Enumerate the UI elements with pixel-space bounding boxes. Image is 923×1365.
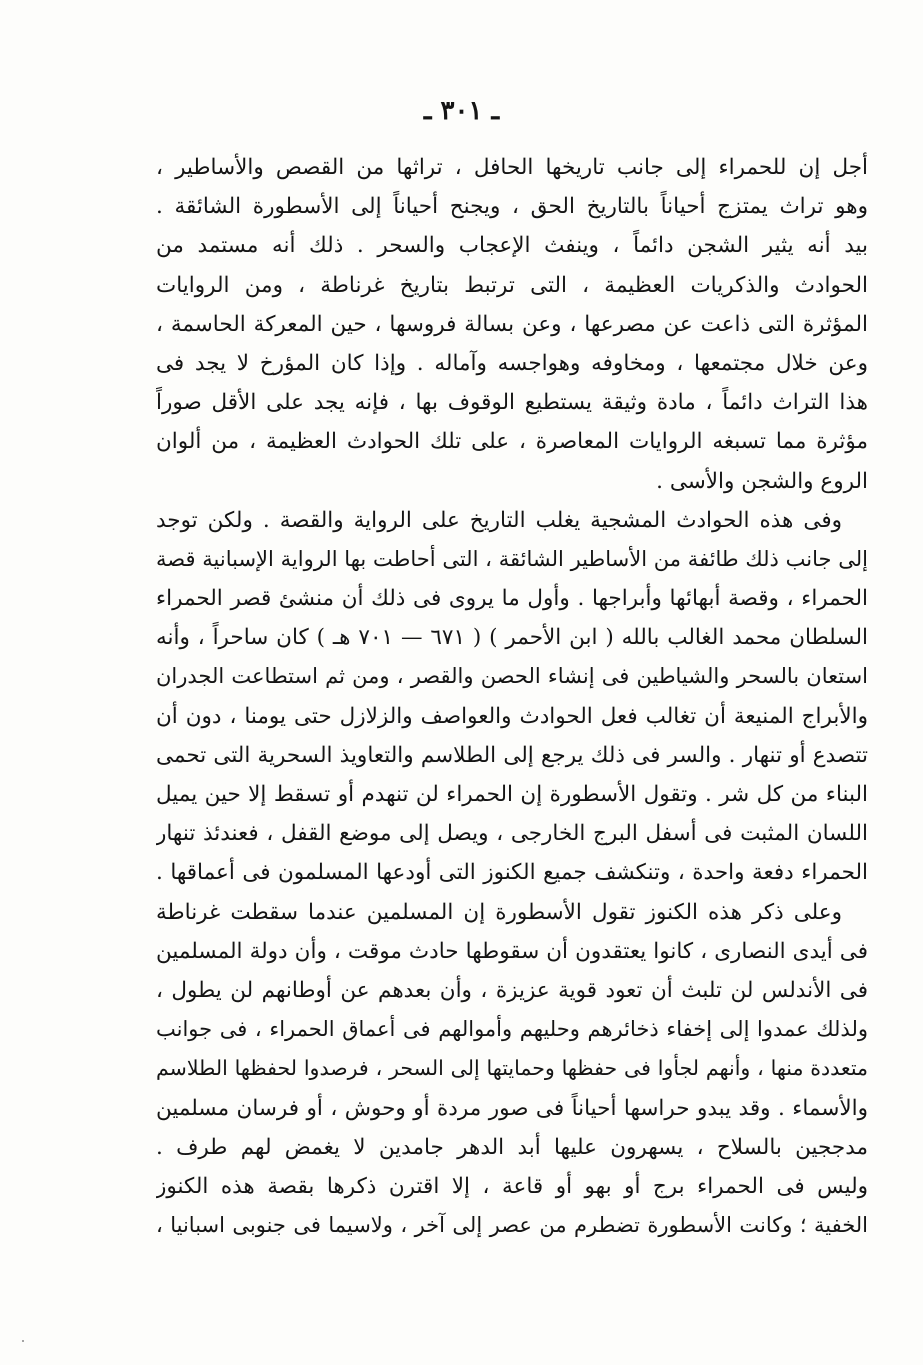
text-line: الحوادث والذكريات العظيمة ، التى ترتبط بتاريخ غرناطة ، ومن الروايات <box>156 272 868 298</box>
text-line: وليس فى الحمراء برج أو بهو أو قاعة ، إلا اقترن ذكرها بقصة هذه الكنوز <box>156 1173 868 1199</box>
paragraph-3 <box>156 893 868 1246</box>
text-line: فى الأندلس لن تلبث أن تعود قوية عزيزة ، وأن بعدهم عن أوطانهم لن يطول ، <box>156 977 868 1003</box>
text-line: الخفية ؛ وكانت الأسطورة تضطرم من عصر إلى آخر ، ولاسيما فى جنوبى اسبانيا ، <box>156 1213 868 1238</box>
text-line: مؤثرة مما تسبغه الروايات المعاصرة ، على تلك الحوادث العظيمة ، من ألوان <box>156 429 868 455</box>
text-line: أجل إن للحمراء إلى جانب تاريخها الحافل ، تراثها من القصص والأساطير ، <box>156 155 868 180</box>
text-line: المؤثرة التى ذاعت عن مصرعها ، وعن بسالة فروسها ، حين المعركة الحاسمة ، <box>156 311 868 337</box>
text-line: استعان بالسحر والشياطين فى إنشاء الحصن والقصر ، ومن ثم استطاعت الجدران <box>156 664 868 689</box>
paragraph-1 <box>156 148 868 501</box>
text-line: وهو تراث يمتزج أحياناً بالتاريخ الحق ، ويجنح أحياناً إلى الأسطورة الشائقة . <box>156 194 868 220</box>
text-line: وعن خلال مجتمعها ، ومخاوفه وهواجسه وآماله . وإذا كان المؤرخ لا يجد فى <box>156 350 868 376</box>
text-line: البناء من كل شر . وتقول الأسطورة إن الحمراء لن تنهدم أو تسقط إلا حين يميل <box>156 782 868 807</box>
text-line: والأسماء . وقد يبدو حراسها أحياناً فى صور مردة أو وحوش ، أو فرسان مسلمين <box>156 1095 868 1121</box>
text-line: السلطان محمد الغالب بالله ( ابن الأحمر ) ( ٦٧١ — ٧٠١ هـ ) كان ساحراً ، وأنه <box>156 625 868 651</box>
text-line: مدججين بالسلاح ، يسهرون عليها أبد الدهر جامدين لا يغمض لهم طرف . <box>156 1134 868 1160</box>
text-line: الحمراء ، وقصة أبهائها وأبراجها . وأول ما يروى فى ذلك أن منشئ قصر الحمراء <box>156 586 868 612</box>
text-line: متعددة منها ، وأنهم لجأوا فى حفظها وحمايتها إلى السحر ، فرصدوا لحفظها الطلاسم <box>156 1056 868 1081</box>
text-line: الحمراء دفعة واحدة ، وتنكشف جميع الكنوز التى أودعها المسلمون فى أعماقها . <box>156 860 868 886</box>
text-line: ولذلك عمدوا إلى إخفاء ذخائرهم وحليهم وأموالهم فى أعماق الحمراء ، فى جوانب <box>156 1017 868 1042</box>
text-line: اللسان المثبت فى أسفل البرج الخارجى ، ويصل إلى موضع القفل ، فعندئذ تنهار <box>156 821 868 847</box>
text-line: الروع والشجن والأسى . <box>656 468 868 494</box>
paragraph-2 <box>156 501 868 893</box>
text-line: تتصدع أو تنهار . والسر فى ذلك يرجع إلى الطلاسم والتعاويذ السحرية التى تحمى <box>156 742 868 768</box>
text-line: هذا التراث دائماً ، مادة وثيقة يستطيع الوقوف بها ، فإنه يجد على الأقل صوراً <box>156 390 868 416</box>
page-number: ـ ٣٠١ ـ <box>423 96 500 126</box>
text-line: فى أيدى النصارى ، كانوا يعتقدون أن سقوطها حادث موقت ، وأن دولة المسلمين <box>156 938 868 964</box>
body-text <box>156 148 868 1245</box>
text-line: والأبراج المنيعة أن تغالب فعل الحوادث والعواصف والزلازل حتى يومنا ، دون أن <box>156 703 868 729</box>
text-line: إلى جانب ذلك طائفة من الأساطير الشائقة ، التى أحاطت بها الرواية الإسبانية قصة <box>156 546 868 571</box>
text-line: بيد أنه يثير الشجن دائماً ، وينفث الإعجاب والسحر . ذلك أنه مستمد من <box>156 233 868 259</box>
text-line: وعلى ذكر هذه الكنوز تقول الأسطورة إن المسلمين عندما سقطت غرناطة <box>156 899 842 925</box>
scan-speck <box>22 1340 24 1342</box>
text-line: وفى هذه الحوادث المشجية يغلب التاريخ على الرواية والقصة . ولكن توجد <box>156 507 842 533</box>
